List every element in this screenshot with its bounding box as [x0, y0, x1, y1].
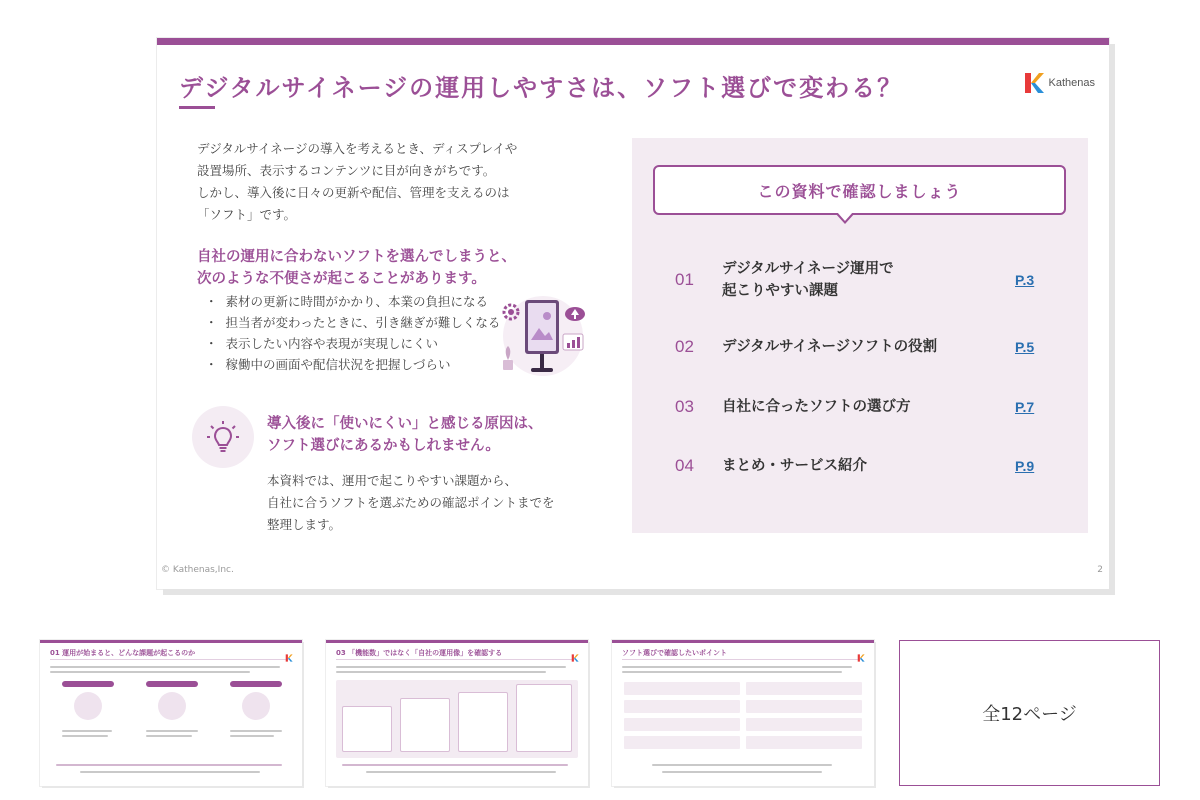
lightbulb-icon — [205, 419, 241, 455]
thumbnail-text-line — [230, 735, 274, 737]
summary-text — [267, 470, 555, 536]
warning-line: 自社の運用に合わないソフトを選んでしまうと、 — [197, 249, 516, 265]
logo-text: Kathenas — [1048, 77, 1095, 89]
thumbnail-logo-icon — [570, 647, 580, 655]
thumbnail-checklist-row — [746, 700, 862, 713]
thumbnail-top-bar — [326, 640, 588, 643]
toc-page-link[interactable]: P.3 — [1015, 272, 1035, 288]
slide-page-2 — [157, 38, 1109, 589]
thumbnail-text-line — [56, 764, 282, 766]
chart-icon — [563, 334, 583, 350]
thumbnail-checklist-row — [624, 682, 740, 695]
toc-number: 03 — [675, 397, 694, 416]
thumbnail-checklist-row — [624, 718, 740, 731]
list-item: ・ 担当者が変わったときに、引き継ぎが難しくなる — [205, 312, 500, 333]
thumbnail-checklist-row — [624, 700, 740, 713]
callout-tail-inner — [837, 212, 853, 221]
toc-heading: この資料で確認しましょう — [653, 165, 1066, 215]
thumbnail-step-card — [458, 692, 508, 752]
toc-label — [722, 455, 1015, 477]
thumbnail-page-7[interactable] — [612, 640, 874, 786]
thumbnail-text-line — [50, 666, 280, 668]
toc-page-link[interactable]: P.7 — [1015, 399, 1035, 415]
cause-line: ソフト選びにあるかもしれません。 — [267, 438, 500, 454]
thumbnail-label-pill — [146, 681, 198, 687]
thumbnail-text-line — [336, 666, 566, 668]
thumbnail-text-line — [80, 771, 260, 773]
thumbnail-checklist-row — [746, 718, 862, 731]
toc-item-02[interactable] — [675, 325, 1055, 369]
thumbnail-text-line — [622, 671, 842, 673]
thumbnail-title: 03 「機能数」ではなく「自社の運用像」を確認する — [336, 649, 503, 657]
toc-page-link[interactable]: P.9 — [1015, 458, 1035, 474]
thumbnail-underline — [622, 659, 862, 660]
thumbnail-step-card — [342, 706, 392, 752]
toc-label-line: 自社に合ったソフトの選び方 — [722, 399, 911, 415]
toc-label — [722, 336, 1015, 358]
summary-line: 整理します。 — [267, 517, 342, 532]
thumbnail-logo-icon — [856, 647, 866, 655]
thumbnail-icon-circle — [242, 692, 270, 720]
thumbnail-title: 01 運用が始まると、どんな課題が起こるのか — [50, 649, 196, 657]
thumbnail-top-bar — [40, 640, 302, 643]
thumbnail-text-line — [342, 764, 568, 766]
issue-list — [205, 291, 500, 375]
list-item: ・ 表示したい内容や表現が実現しにくい — [205, 333, 500, 354]
warning-text — [197, 246, 516, 290]
thumbnail-step-card — [516, 684, 572, 752]
slide-top-bar — [157, 38, 1109, 45]
toc-page-link[interactable]: P.5 — [1015, 339, 1035, 355]
list-item: ・ 稼働中の画面や配信状況を把握しづらい — [205, 354, 500, 375]
thumbnail-checklist-row — [746, 736, 862, 749]
intro-line: デジタルサイネージの導入を考えるとき、ディスプレイや — [197, 141, 518, 156]
cause-text — [267, 413, 543, 457]
intro-line: しかし、導入後に日々の更新や配信、管理を支えるのは — [197, 185, 510, 200]
thumbnail-underline — [336, 659, 576, 660]
kathenas-logo-icon — [1023, 72, 1045, 94]
thumbnail-text-line — [366, 771, 556, 773]
thumbnail-underline — [50, 659, 290, 660]
thumbnail-checklist-row — [624, 736, 740, 749]
thumbnail-label-pill — [62, 681, 114, 687]
signage-display-icon — [495, 290, 591, 382]
thumbnail-text-line — [62, 730, 112, 732]
toc-item-04[interactable] — [675, 444, 1055, 488]
toc-label-line: まとめ・サービス紹介 — [722, 458, 867, 474]
thumbnail-text-line — [622, 666, 852, 668]
thumbnail-icon-circle — [158, 692, 186, 720]
copyright: © Kathenas,Inc. — [161, 565, 234, 575]
lightbulb-badge — [192, 406, 254, 468]
toc-number: 04 — [675, 456, 694, 475]
thumbnail-icon-circle — [74, 692, 102, 720]
toc-label-line: 起こりやすい課題 — [722, 283, 838, 299]
slide-title: デジタルサイネージの運用しやすさは、ソフト選びで変わる？ — [179, 74, 904, 102]
thumbnail-page-3[interactable] — [40, 640, 302, 786]
intro-line: 「ソフト」です。 — [197, 207, 297, 222]
warning-line: 次のような不便さが起こることがあります。 — [197, 271, 486, 287]
thumbnail-label-pill — [230, 681, 282, 687]
thumbnail-text-line — [50, 671, 250, 673]
toc-label — [722, 258, 1015, 302]
intro-text — [197, 138, 597, 226]
toc-number: 02 — [675, 337, 694, 356]
thumbnail-text-line — [662, 771, 822, 773]
thumbnail-text-line — [62, 735, 108, 737]
title-underline — [179, 106, 215, 109]
thumbnail-logo-icon — [284, 647, 294, 655]
thumbnail-text-line — [230, 730, 282, 732]
thumbnail-title: ソフト選びで確認したいポイント — [622, 649, 727, 657]
page-number: 2 — [1097, 565, 1103, 575]
summary-line: 本資料では、運用で起こりやすい課題から、 — [267, 473, 518, 488]
thumbnail-text-line — [336, 671, 546, 673]
toc-label-line: デジタルサイネージ運用で — [722, 261, 894, 277]
thumbnail-text-line — [652, 764, 832, 766]
toc-number: 01 — [675, 270, 694, 289]
intro-line: 設置場所、表示するコンテンツに目が向きがちです。 — [197, 163, 496, 178]
thumbnail-page-5[interactable] — [326, 640, 588, 786]
toc-item-01[interactable] — [675, 258, 1055, 302]
toc-panel — [632, 138, 1088, 533]
thumbnail-text-line — [146, 730, 198, 732]
kathenas-logo — [1023, 72, 1095, 94]
total-pages-box: 全12ページ — [899, 640, 1160, 786]
list-item: ・ 素材の更新に時間がかかり、本業の負担になる — [205, 291, 500, 312]
cloud-upload-icon — [565, 307, 585, 321]
summary-line: 自社に合うソフトを選ぶための確認ポイントまでを — [267, 495, 555, 510]
thumbnail-top-bar — [612, 640, 874, 643]
cause-line: 導入後に「使いにくい」と感じる原因は、 — [267, 416, 543, 432]
thumbnail-step-card — [400, 698, 450, 752]
toc-item-03[interactable] — [675, 385, 1055, 429]
toc-label — [722, 396, 1015, 418]
thumbnail-text-line — [146, 735, 192, 737]
thumbnail-checklist-row — [746, 682, 862, 695]
toc-label-line: デジタルサイネージソフトの役割 — [722, 339, 938, 355]
